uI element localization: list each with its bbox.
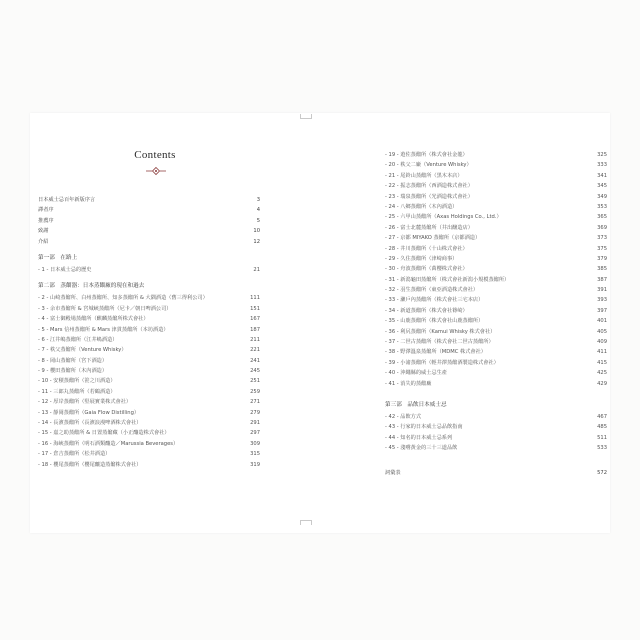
toc-entry-page: 369 — [597, 224, 607, 231]
toc-entry-label: - 18 - 櫻尾蒸餾所（櫻尾釀造蒸餾株式會社） — [38, 461, 142, 468]
toc-entry-page: 429 — [597, 380, 607, 387]
toc-entry[interactable] — [38, 387, 260, 397]
toc-entry-page: 309 — [250, 440, 260, 447]
toc-entry-page: 271 — [250, 399, 260, 406]
page-title: Contents — [134, 149, 176, 161]
toc-entry[interactable] — [385, 275, 607, 285]
toc-entry-page: 415 — [597, 359, 607, 366]
toc-entry[interactable] — [385, 150, 607, 160]
toc-entry[interactable] — [38, 397, 260, 407]
toc-entry[interactable] — [38, 449, 260, 459]
toc-entry-page: 12 — [253, 238, 260, 245]
toc-entry-label: - 28 - 井川蒸餾所（十山株式會社） — [385, 245, 468, 252]
toc-entry-page: 379 — [597, 255, 607, 262]
toc-entry[interactable] — [385, 192, 607, 202]
toc-entry[interactable] — [385, 223, 607, 233]
part3-heading: 第三部 品飲日本威士忌 — [385, 401, 447, 408]
toc-entry-page: 297 — [250, 430, 260, 437]
toc-entry-label: 日本威士忌百年新版序言 — [38, 197, 96, 203]
toc-entry[interactable] — [38, 293, 260, 303]
toc-entry-label: - 5 - Mars 信州蒸餾所 & Mars 津貫蒸餾所（本坊酒造） — [38, 326, 169, 333]
toc-entry[interactable] — [38, 376, 260, 386]
toc-entry-page: 187 — [250, 326, 260, 333]
part2-left-list — [38, 293, 260, 470]
part3-list — [385, 412, 607, 454]
toc-entry[interactable] — [38, 304, 260, 314]
toc-entry-page: 391 — [597, 287, 607, 294]
toc-entry[interactable] — [38, 226, 260, 236]
toc-entry-label: - 4 - 富士御殿場蒸餾所（麒麟蒸餾所株式會社） — [38, 316, 149, 323]
toc-entry[interactable] — [385, 433, 607, 443]
toc-entry-page: 4 — [256, 207, 260, 214]
toc-entry[interactable] — [385, 379, 607, 389]
crop-mark-bottom — [300, 520, 312, 525]
toc-entry-label: - 23 - 瑞泉蒸餾所（光酒造株式會社） — [385, 193, 473, 200]
toc-entry-label: 推薦序 — [38, 217, 54, 224]
part1-list — [38, 265, 260, 275]
toc-entry[interactable] — [385, 160, 607, 170]
part2-right-list — [385, 150, 607, 389]
toc-entry-label: - 24 - 八鄉蒸餾所（木內酒造） — [385, 203, 458, 210]
toc-entry-label: - 20 - 秩父二廠（Venture Whisky） — [385, 162, 472, 169]
toc-entry-page: 353 — [597, 203, 607, 210]
toc-entry-page: 279 — [250, 409, 260, 416]
toc-entry[interactable] — [38, 460, 260, 470]
toc-entry-page: 259 — [250, 388, 260, 395]
toc-entry-page: 375 — [597, 245, 607, 252]
toc-entry[interactable] — [38, 237, 260, 247]
toc-entry[interactable] — [385, 316, 607, 326]
toc-entry-label: - 14 - 長濱蒸餾所（長濱浪漫啤酒株式會社） — [38, 420, 142, 427]
toc-entry-label: - 45 - 淺嚐黃金的三十三道品飲 — [385, 445, 458, 452]
toc-entry[interactable] — [38, 439, 260, 449]
toc-entry-label: - 33 - 瀨戶內蒸餾所（株式會社三宅本店） — [385, 297, 484, 304]
toc-entry-page: 3 — [256, 197, 260, 203]
toc-entry-page: 325 — [597, 152, 607, 158]
toc-entry-label: - 37 - 二世古蒸餾所（株式會社二世古蒸餾所） — [385, 339, 494, 346]
toc-entry-page: 405 — [597, 328, 607, 335]
toc-entry[interactable] — [385, 212, 607, 222]
toc-entry-label: - 36 - 利尻蒸餾所（Kamui Whisky 株式會社） — [385, 328, 496, 335]
toc-entry-label: - 2 - 山崎蒸餾所、白州蒸餾所、知多蒸餾所 & 大隅酒造（舊三得利公司） — [38, 295, 208, 302]
toc-entry-label: - 25 - 六甲山蒸餾所（Axas Holdings Co., Ltd.） — [385, 214, 502, 221]
toc-entry-label: - 26 - 富士北麓蒸餾所（井出醸造店） — [385, 224, 473, 231]
toc-entry-label: 詞彙表 — [385, 469, 401, 476]
toc-entry-label: - 11 - 三郎丸蒸餾所（若鶴酒造） — [38, 388, 116, 395]
toc-entry-label: - 34 - 新道蒸餾所（株式會社篠崎） — [385, 307, 468, 314]
toc-entry-label: - 3 - 余市蒸餾所 & 宮城峽蒸餾所（尼卡／朝日啤酒公司） — [38, 305, 172, 312]
toc-entry-page: 425 — [597, 370, 607, 377]
toc-entry-page: 241 — [250, 357, 260, 364]
toc-entry[interactable] — [38, 325, 260, 335]
toc-entry-page: 5 — [256, 217, 260, 224]
toc-entry-label: - 41 - 消失的蒸餾廠 — [385, 380, 432, 387]
toc-entry-page: 21 — [253, 266, 260, 273]
toc-entry[interactable] — [38, 356, 260, 366]
toc-entry-page: 341 — [597, 172, 607, 179]
toc-entry-label: - 43 - 行家的日本威士忌品飲指南 — [385, 424, 463, 431]
toc-entry[interactable] — [38, 408, 260, 418]
toc-entry[interactable] — [38, 335, 260, 345]
toc-entry[interactable] — [385, 264, 607, 274]
toc-entry[interactable] — [385, 347, 607, 357]
toc-entry-page: 411 — [597, 349, 607, 356]
toc-entry-label: - 29 - 久住蒸餾所（津崎商事） — [385, 255, 458, 262]
toc-entry-page: 385 — [597, 266, 607, 273]
part2-heading: 第二部 蒸餾器：日本蒸餾廠的現在和過去 — [38, 283, 145, 290]
toc-entry-label: - 27 - 京都 MIYAKO 蒸餾所（京都酒造） — [385, 235, 481, 242]
front-matter-list — [38, 195, 260, 247]
toc-entry-label: - 44 - 知名的日本威士忌系列 — [385, 434, 453, 441]
toc-entry-label: - 30 - 舟波蒸餾所（萬櫻株式會社） — [385, 266, 468, 273]
toc-entry-label: - 16 - 海峽蒸餾所（明石酒類釀造／Marussia Beverages） — [38, 440, 179, 447]
toc-entry-page: 365 — [597, 214, 607, 221]
toc-entry-page: 111 — [250, 295, 260, 302]
toc-entry-page: 397 — [597, 307, 607, 314]
toc-entry[interactable] — [38, 195, 260, 205]
toc-entry-label: - 1 - 日本威士忌的歷史 — [38, 266, 92, 273]
toc-entry-page: 572 — [597, 469, 607, 476]
toc-entry[interactable] — [385, 295, 607, 305]
toc-entry-page: 315 — [250, 451, 260, 458]
toc-right-column — [385, 150, 607, 478]
toc-entry-label: 致謝 — [38, 228, 49, 235]
toc-entry-label: - 8 - 岡山蒸餾所（宮下酒造） — [38, 357, 108, 364]
toc-entry-page: 485 — [597, 424, 607, 431]
toc-entry[interactable] — [385, 181, 607, 191]
toc-entry-page: 211 — [250, 336, 260, 343]
toc-entry[interactable] — [38, 205, 260, 215]
toc-entry-page: 245 — [250, 368, 260, 375]
toc-entry-label: 介紹 — [38, 238, 49, 245]
toc-entry-page: 533 — [597, 445, 607, 452]
toc-entry-page: 345 — [597, 183, 607, 190]
toc-entry-label: - 21 - 尾鈴山蒸餾所（黑木本店） — [385, 172, 463, 179]
toc-entry-page: 333 — [597, 162, 607, 169]
toc-entry[interactable] — [385, 443, 607, 453]
part1-heading: 第一部 在路上 — [38, 254, 78, 261]
toc-entry-label: - 35 - 山鹿蒸餾所（株式會社山鹿蒸餾所） — [385, 318, 484, 325]
toc-entry-page: 221 — [250, 347, 260, 354]
toc-entry[interactable] — [385, 337, 607, 347]
toc-entry-glossary[interactable] — [385, 468, 607, 478]
toc-entry[interactable] — [385, 368, 607, 378]
toc-entry[interactable] — [38, 428, 260, 438]
toc-entry-label: - 39 - 小諸蒸餾所（輕井澤蒸餾酒製造株式會社） — [385, 359, 499, 366]
toc-entry[interactable] — [385, 171, 607, 181]
toc-entry-page: 291 — [250, 420, 260, 427]
toc-entry-label: - 7 - 秩父蒸餾所（Venture Whisky） — [38, 347, 127, 354]
toc-entry[interactable] — [385, 254, 607, 264]
toc-entry-label: - 17 - 倉吉蒸餾所（松井酒造） — [38, 451, 111, 458]
toc-entry-label: - 22 - 振志蒸餾所（西酒造株式會社） — [385, 183, 473, 190]
toc-entry-label: - 9 - 櫻田蒸餾所（木內酒造） — [38, 368, 108, 375]
toc-entry-label: - 19 - 遊佐蒸餾所（株式會社金龍） — [385, 152, 468, 158]
toc-entry-label: - 40 - 沖繩縣的威士忌生產 — [385, 370, 447, 377]
toc-entry-page: 409 — [597, 339, 607, 346]
toc-entry-page: 251 — [250, 378, 260, 385]
toc-left-column — [38, 195, 260, 470]
toc-entry[interactable] — [385, 422, 607, 432]
toc-entry[interactable] — [385, 244, 607, 254]
toc-entry-page: 467 — [597, 413, 607, 420]
toc-entry[interactable] — [385, 233, 607, 243]
toc-entry-label: - 31 - 新潟龜田蒸餾所（株式會社新潟小規模蒸餾所） — [385, 276, 510, 283]
toc-entry[interactable] — [38, 418, 260, 428]
ornament-icon — [145, 166, 167, 176]
toc-entry[interactable] — [38, 345, 260, 355]
toc-entry-page: 393 — [597, 297, 607, 304]
crop-mark-top — [300, 114, 312, 119]
toc-entry[interactable] — [38, 366, 260, 376]
toc-entry-label: 譯者序 — [38, 207, 54, 214]
toc-entry-label: - 32 - 羽生蒸餾所（東亞酒造株式會社） — [385, 287, 479, 294]
toc-entry[interactable] — [38, 314, 260, 324]
toc-entry[interactable] — [385, 327, 607, 337]
toc-entry-label: - 13 - 靜岡蒸餾所（Gaia Flow Distilling） — [38, 409, 140, 416]
toc-entry-page: 387 — [597, 276, 607, 283]
toc-entry-label: - 10 - 安積蒸餾所（笹之川酒造） — [38, 378, 116, 385]
toc-entry-page: 167 — [250, 316, 260, 323]
toc-entry[interactable] — [385, 306, 607, 316]
toc-entry[interactable] — [38, 265, 260, 275]
toc-entry-label: - 15 - 嘉之助蒸餾所 & 日置蒸餾藏（小正釀造株式會社） — [38, 430, 170, 437]
toc-entry[interactable] — [385, 412, 607, 422]
toc-entry[interactable] — [385, 202, 607, 212]
toc-entry-page: 10 — [253, 228, 260, 235]
toc-entry-page: 373 — [597, 235, 607, 242]
toc-entry-page: 511 — [597, 434, 607, 441]
toc-entry-label: - 38 - 野澤溫泉蒸餾所（MDMC 株式會社） — [385, 349, 486, 356]
toc-entry-label: - 12 - 厚岸蒸餾所（堅展實業株式會社） — [38, 399, 132, 406]
toc-entry[interactable] — [385, 285, 607, 295]
toc-entry[interactable] — [385, 358, 607, 368]
toc-entry[interactable] — [38, 216, 260, 226]
toc-entry-page: 319 — [250, 461, 260, 468]
toc-entry-label: - 6 - 江井嶋蒸餾所（江井嶋酒造） — [38, 336, 118, 343]
toc-entry-label: - 42 - 品飲方式 — [385, 413, 422, 420]
toc-entry-page: 151 — [250, 305, 260, 312]
toc-entry-page: 349 — [597, 193, 607, 200]
toc-entry-page: 401 — [597, 318, 607, 325]
